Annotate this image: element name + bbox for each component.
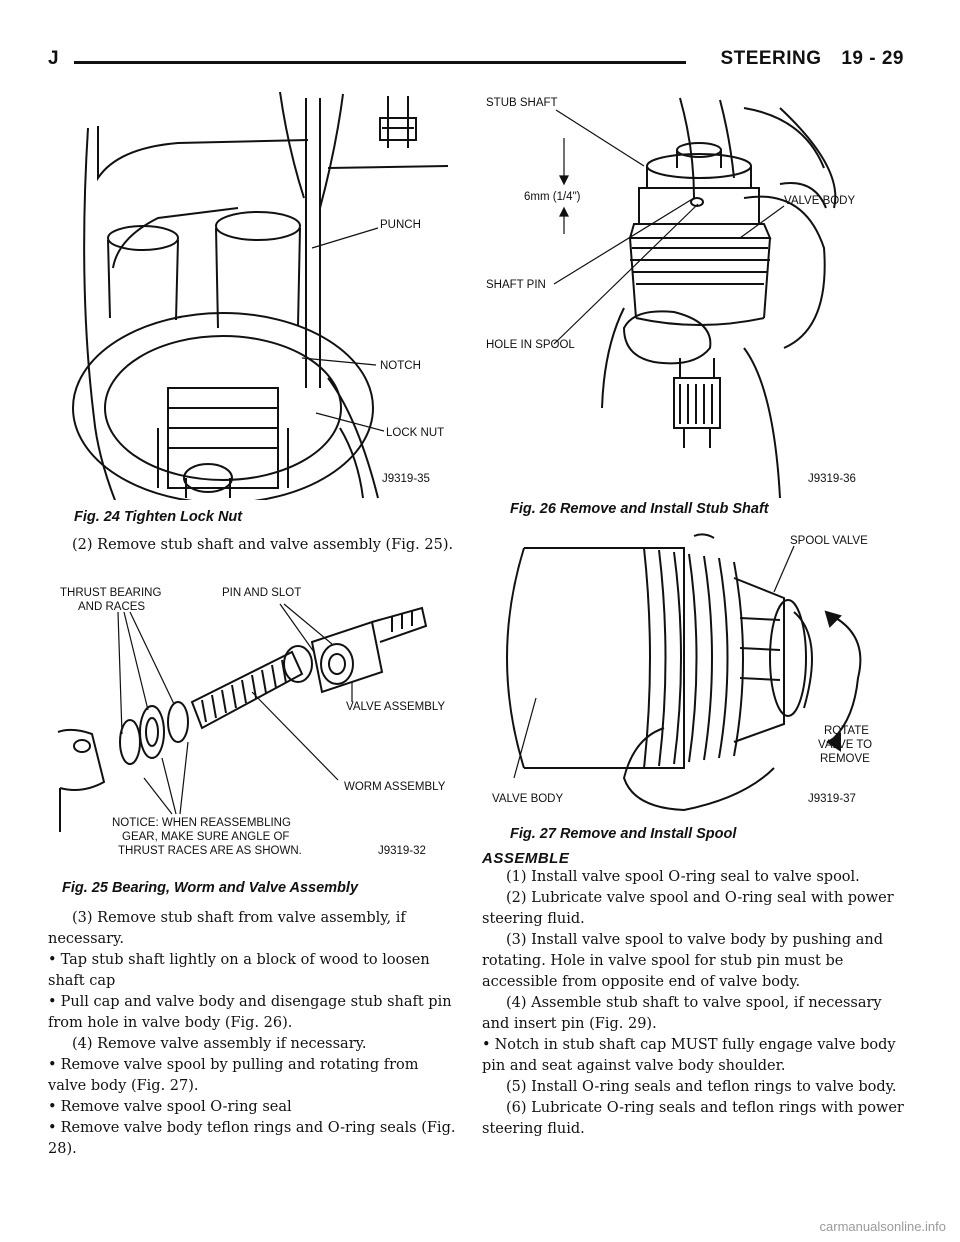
fig26-code: J9319-36 <box>808 473 856 485</box>
left-text-lower <box>48 908 458 1160</box>
fig24-code: J9319-35 <box>382 473 430 485</box>
right-step-5: (5) Install O-ring seals and teflon rings to valve body. <box>506 1079 897 1095</box>
fig25-caption: Fig. 25 Bearing, Worm and Valve Assembly <box>62 880 359 896</box>
fig26-label-shaft-pin: SHAFT PIN <box>486 279 546 291</box>
fig27-label-spool-valve: SPOOL VALVE <box>790 535 868 547</box>
right-bullet-notch: • Notch in stub shaft cap MUST fully engage valve body pin and seat against valve body shoulder. <box>482 1035 904 1077</box>
fig25-code: J9319-32 <box>378 845 426 857</box>
page-number: 19 - 29 <box>841 48 904 69</box>
fig24-label-notch: NOTCH <box>380 360 421 372</box>
fig27-code: J9319-37 <box>808 793 856 805</box>
section-heading-assemble: ASSEMBLE <box>482 850 570 867</box>
left-bullet-remove-oring: • Remove valve spool O-ring seal <box>48 1097 458 1118</box>
left-step-4: (4) Remove valve assembly if necessary. <box>72 1036 367 1052</box>
right-step-3: (3) Install valve spool to valve body by pushing and rotating. Hole in valve spool for stub pin must be accessible from opposite end of valve body. <box>482 932 884 990</box>
section-title: STEERING <box>720 48 822 69</box>
right-step-1: (1) Install valve spool O-ring seal to valve spool. <box>506 869 860 885</box>
section-letter: J <box>48 48 59 69</box>
header-right <box>706 48 904 70</box>
fig25-label-worm-assembly: WORM ASSEMBLY <box>344 781 446 793</box>
fig26-illustration <box>484 88 904 500</box>
left-text-upper <box>48 535 458 556</box>
fig27-caption: Fig. 27 Remove and Install Spool <box>510 826 737 842</box>
fig26-label-dim: 6mm (1/4") <box>524 191 581 203</box>
fig27-label-rotate1: ROTATE <box>824 725 869 737</box>
left-bullet-remove-teflon: • Remove valve body teflon rings and O-ring seals (Fig. 28). <box>48 1118 458 1160</box>
left-step-3: (3) Remove stub shaft from valve assembly, if necessary. <box>48 910 406 947</box>
right-step-2: (2) Lubricate valve spool and O-ring seal with power steering fluid. <box>482 890 894 927</box>
fig27-label-valve-body: VALVE BODY <box>492 793 564 805</box>
right-step-6: (6) Lubricate O-ring seals and teflon rings with power steering fluid. <box>482 1100 904 1137</box>
fig24-label-punch: PUNCH <box>380 219 421 231</box>
left-bullet-tap: • Tap stub shaft lightly on a block of wood to loosen shaft cap <box>48 950 458 992</box>
header-rule <box>74 61 686 64</box>
fig24-label-lock-nut: LOCK NUT <box>386 427 445 439</box>
left-bullet-pull: • Pull cap and valve body and disengage stub shaft pin from hole in valve body (Fig. 26). <box>48 992 458 1034</box>
left-step-2: (2) Remove stub shaft and valve assembly (Fig. 25). <box>72 537 454 553</box>
fig24-caption: Fig. 24 Tighten Lock Nut <box>74 509 243 525</box>
fig25-illustration <box>52 582 456 868</box>
fig27-label-rotate2: VALVE TO <box>818 739 873 751</box>
page-header <box>48 44 904 80</box>
fig25-label-valve-assembly: VALVE ASSEMBLY <box>346 701 446 713</box>
fig25-label-pin-slot: PIN AND SLOT <box>222 587 302 599</box>
fig24-illustration <box>58 88 458 500</box>
fig27-illustration <box>484 528 904 820</box>
fig26-caption: Fig. 26 Remove and Install Stub Shaft <box>510 501 769 517</box>
fig25-label-notice2: GEAR, MAKE SURE ANGLE OF <box>122 831 290 843</box>
fig25-label-notice3: THRUST RACES ARE AS SHOWN. <box>118 845 302 857</box>
fig26-label-hole: HOLE IN SPOOL <box>486 339 575 351</box>
fig25-label-notice1: NOTICE: WHEN REASSEMBLING <box>112 817 291 829</box>
fig27-label-rotate3: REMOVE <box>820 753 870 765</box>
fig26-label-stub-shaft: STUB SHAFT <box>486 97 558 109</box>
watermark: carmanualsonline.info <box>819 1219 946 1234</box>
fig25-label-thrust1: THRUST BEARING <box>60 587 162 599</box>
fig26-label-valve-body: VALVE BODY <box>784 195 856 207</box>
fig25-label-thrust2: AND RACES <box>78 601 146 613</box>
left-bullet-remove-spool: • Remove valve spool by pulling and rotating from valve body (Fig. 27). <box>48 1055 458 1097</box>
right-text <box>482 850 904 1140</box>
right-step-4: (4) Assemble stub shaft to valve spool, if necessary and insert pin (Fig. 29). <box>482 995 882 1032</box>
